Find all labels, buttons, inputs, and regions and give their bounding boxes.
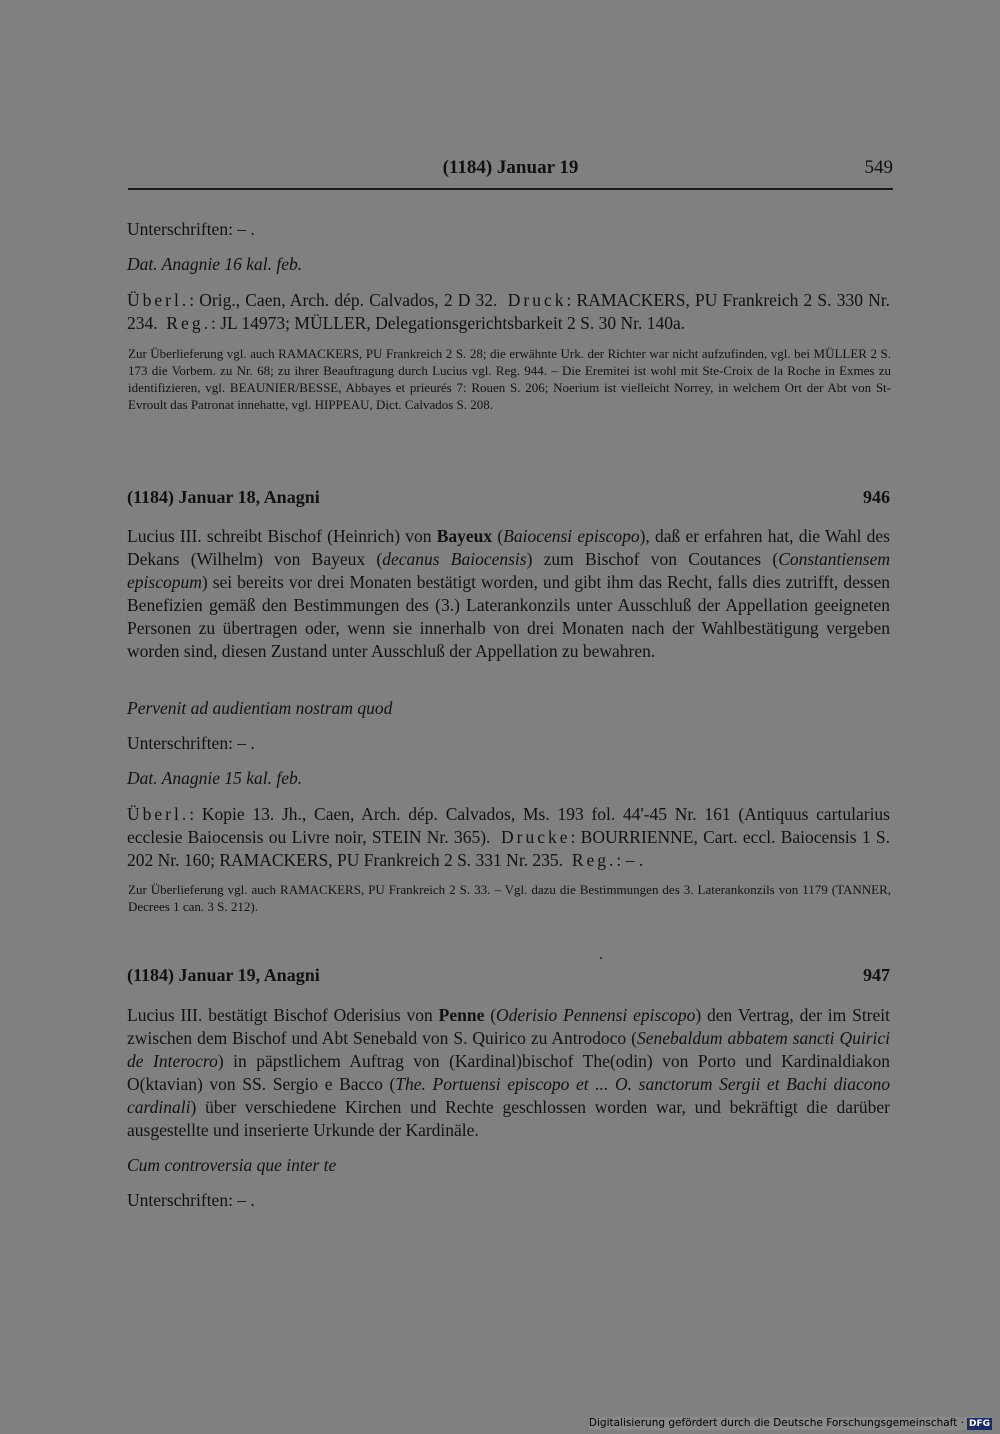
regest-latin: Constantiensem episcopum — [127, 549, 890, 592]
entry-947-unterschriften: Unterschriften: – . — [127, 1190, 255, 1210]
regest-text: ( — [492, 526, 504, 546]
regest-text: Lucius III. schreibt Bischof (Heinrich) von — [127, 526, 437, 546]
regest-text: ), daß er erfahren hat, die Wahl des Dekans (Wilhelm) von Bayeux ( — [127, 526, 890, 569]
reg-text: : JL 14973; MÜLLER, Delegationsgerichtsbarkeit 2 S. 30 Nr. 140a. — [210, 313, 686, 333]
entry-946-dat: Dat. Anagnie 15 kal. feb. — [127, 768, 303, 788]
regest-latin: decanus Baiocensis — [382, 549, 527, 569]
running-title: (1184) Januar 19 — [442, 157, 579, 178]
credit-text: Digitalisierung gefördert durch die Deutsche Forschungsgemeinschaft · — [588, 1417, 964, 1429]
dfg-logo: DFG — [968, 1419, 990, 1429]
druck-label: Druck — [507, 290, 567, 310]
header-rule — [128, 188, 893, 190]
entry-947-number: 947 — [863, 965, 890, 985]
regest-text: Lucius III. bestätigt Bischof Oderisius von — [127, 1005, 439, 1025]
regest-latin: Oderisio Pennensi episcopo — [496, 1005, 696, 1025]
running-header — [128, 155, 893, 185]
entry-946-note: Zur Überlieferung vgl. auch RAMACKERS, PU Frankreich 2 S. 33. – Vgl. dazu die Bestimmungen des 3. Laterankonzils von 1179 (TANNER, Decrees 1 can. 3 S. 212). — [128, 882, 891, 914]
uberl-label: Überl. — [127, 804, 190, 824]
uberl-label: Überl. — [127, 290, 190, 310]
regest-text: ) über verschiedene Kirchen und Rechte geschlossen worden war, und bekräftigt die darüber ausgestellte und inserierte Urkunde der Kardinäle. — [127, 1097, 890, 1140]
tradition-prev — [127, 289, 890, 335]
reg-text: : – . — [616, 850, 644, 870]
regest-text: ) den Vertrag, der im Streit zwischen dem Bischof und Abt Senebald von S. Quirico zu Antrodoco ( — [127, 1005, 890, 1048]
drucke-label: Drucke — [501, 827, 571, 847]
regest-latin: Baiocensi episcopo — [503, 526, 640, 546]
entry-946-unterschriften: Unterschriften: – . — [127, 733, 255, 753]
regest-place: Penne — [438, 1005, 485, 1025]
speck-mark — [600, 957, 602, 959]
regest-text: ( — [484, 1005, 497, 1025]
reg-label: Reg. — [571, 850, 617, 870]
entry-946-incipit: Pervenit ad audientiam nostram quod — [127, 698, 393, 718]
page-number: 549 — [864, 157, 893, 178]
dat-prev: Dat. Anagnie 16 kal. feb. — [127, 254, 303, 274]
entry-946-heading — [127, 487, 890, 511]
regest-text: ) sei bereits vor drei Monaten bestätigt worden, und gibt ihm das Recht, falls dies zutrifft, dessen Benefizien gemäß den Bestimmungen des (3.) Laterankonzils unter Ausschluß der Appellation geeigneten Personen zu übertragen oder, wenn sie innerhalb von drei Monaten nach der Wahlbestätigung vergeben worden sind, diesen Zustand unter Ausschluß der Appellation zu bewahren. — [127, 572, 890, 661]
uberl-text: : Kopie 13. Jh., Caen, Arch. dép. Calvados, Ms. 193 fol. 44'-45 Nr. 161 (Antiquus cartularius ecclesie Baiocensis ou Livre noir, STEIN Nr. 365). — [127, 804, 890, 847]
drucke-text: : BOURRIENNE, Cart. eccl. Baiocensis 1 S. 202 Nr. 160; RAMACKERS, PU Frankreich 2 S. 331 Nr. 235. — [127, 827, 891, 870]
entry-947-incipit: Cum controversia que inter te — [127, 1155, 337, 1175]
entry-946-tradition — [127, 803, 890, 872]
reg-label: Reg. — [166, 313, 211, 333]
entry-946-number: 946 — [863, 487, 890, 507]
regest-place: Bayeux — [436, 526, 493, 546]
entry-947-heading — [127, 965, 890, 989]
regest-latin: The. Portuensi episcopo et ... O. sanctorum Sergii et Bachi diacono cardinali — [127, 1074, 890, 1117]
druck-text: : RAMACKERS, PU Frankreich 2 S. 330 Nr. 234. — [127, 290, 890, 333]
regest-text: ) in päpstlichem Auftrag von (Kardinal)bischof The(odin) von Porto und Kardinaldiakon O(ktavian) von SS. Sergio e Bacco ( — [127, 1051, 890, 1094]
entry-947-date: (1184) Januar 19, Anagni — [127, 965, 320, 985]
unterschriften-prev: Unterschriften: – . — [127, 219, 255, 239]
regest-text: ) zum Bischof von Coutances ( — [526, 549, 779, 569]
entry-947-regest — [127, 1004, 890, 1142]
digitization-credit — [589, 1417, 992, 1430]
note-prev: Zur Überlieferung vgl. auch RAMACKERS, PU Frankreich 2 S. 28; die erwähnte Urk. der Richter war nicht aufzufinden, vgl. bei MÜLLER 2 S. 173 die Vorbem. zu Nr. 68; zu ihrer Beauftragung durch Lucius vgl. Reg. 944. – Die Eremitei ist wohl mit Ste-Croix de la Roche in Exmes zu identifizieren, vgl. BEAUNIER/BESSE, Abbayes et prieurés 7: Rouen S. 206; Noerium ist vielleicht Norrey, in welchem Ort der Abt von St-Evroult das Patronat innehatte, vgl. HIPPEAU, Dict. Calvados S. 208. — [128, 346, 891, 412]
regest-latin: Senebaldum abbatem sancti Quirici de Interocro — [127, 1028, 891, 1071]
entry-946-regest — [127, 525, 890, 663]
entry-946-date: (1184) Januar 18, Anagni — [127, 487, 320, 507]
uberl-text: : Orig., Caen, Arch. dép. Calvados, 2 D 32. — [189, 290, 498, 310]
